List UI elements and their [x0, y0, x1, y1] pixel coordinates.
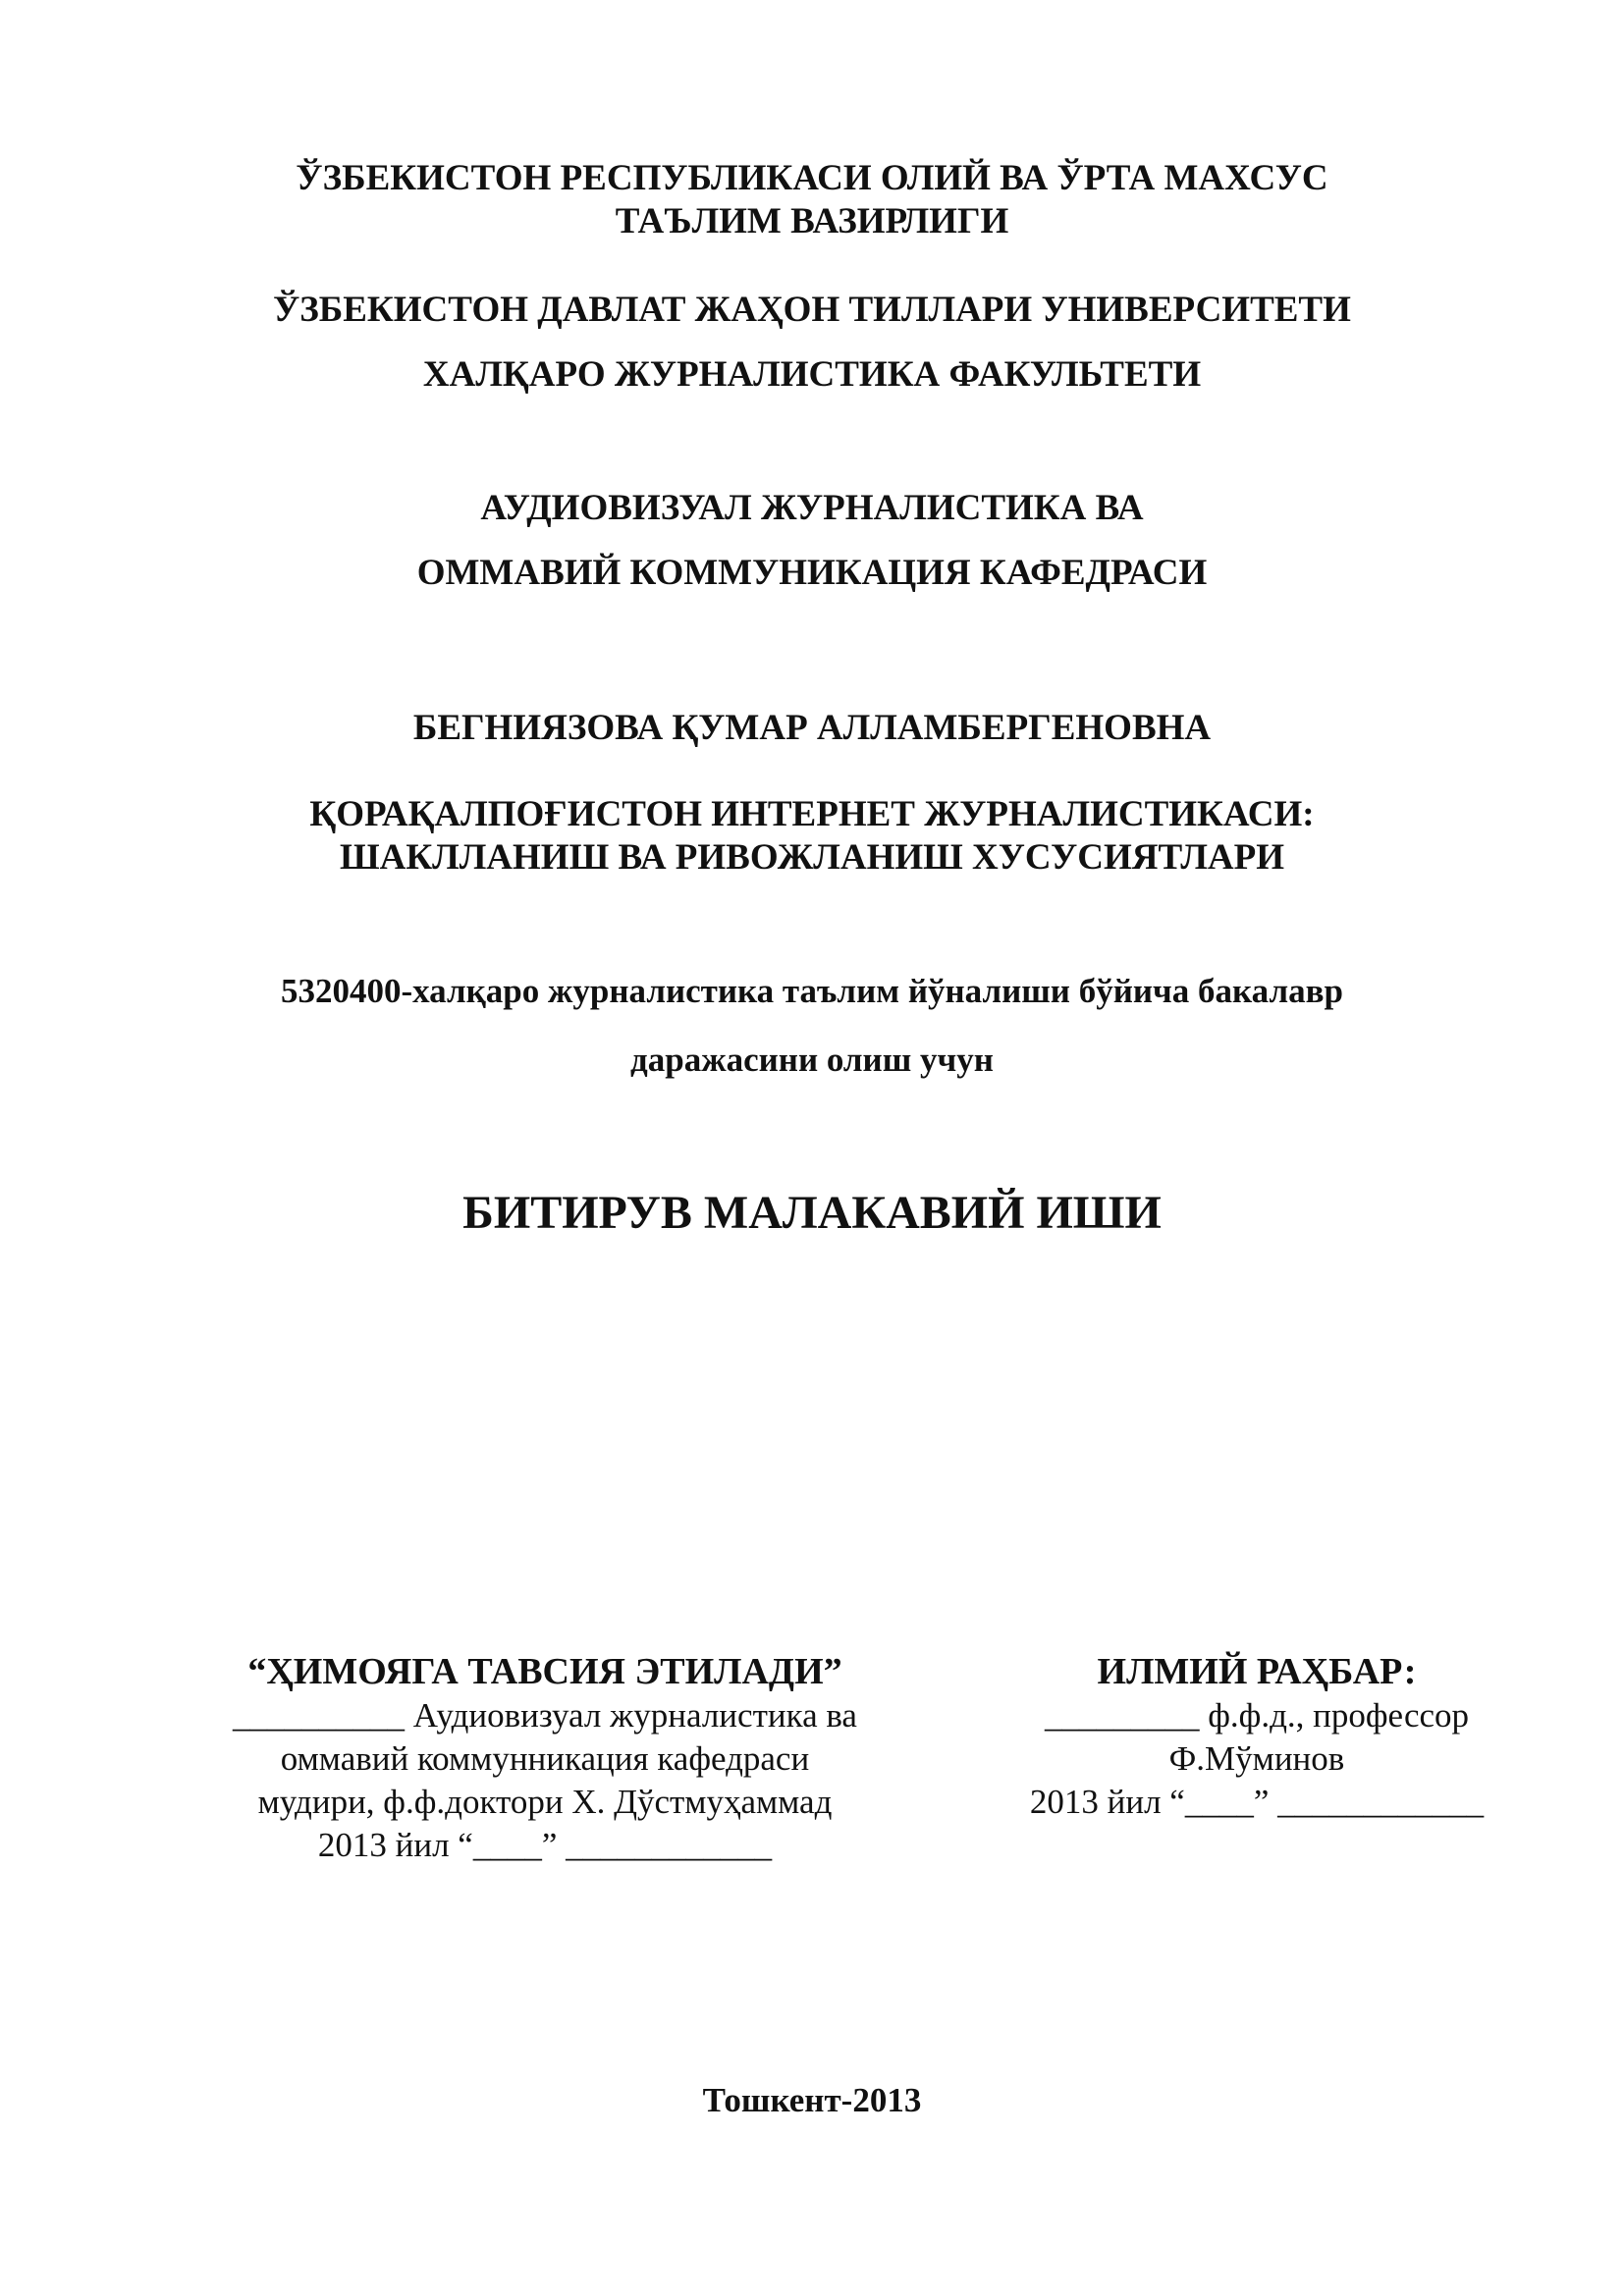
department-line-2: ОММАВИЙ КОММУНИКАЦИЯ КАФЕДРАСИ [416, 553, 1208, 593]
author-name: БЕГНИЯЗОВА ҚУМАР АЛЛАМБЕРГЕНОВНА [412, 708, 1212, 748]
faculty-name: ХАЛҚАРО ЖУРНАЛИСТИКА ФАКУЛЬТЕТИ [422, 354, 1202, 395]
recommendation-line-4: 2013 йил “____” ____________ [317, 1826, 773, 1864]
supervisor-line-2: Ф.Мўминов [1168, 1739, 1345, 1778]
ministry-line-2: ТАЪЛИМ ВАЗИРЛИГИ [615, 201, 1009, 241]
ministry-line-1: ЎЗБЕКИСТОН РЕСПУБЛИКАСИ ОЛИЙ ВА ЎРТА МАХСУС [296, 158, 1328, 198]
document-type: БИТИРУВ МАЛАКАВИЙ ИШИ [462, 1187, 1162, 1239]
recommendation-line-2: оммавий коммунникация кафедраси [280, 1739, 810, 1778]
university-name: ЎЗБЕКИСТОН ДАВЛАТ ЖАҲОН ТИЛЛАРИ УНИВЕРСИТЕТИ [273, 290, 1351, 330]
recommendation-block [167, 1649, 923, 1867]
degree-line-2: даражасини олиш учун [630, 1041, 994, 1079]
department-line-1: АУДИОВИЗУАЛ ЖУРНАЛИСТИКА ВА [480, 488, 1144, 528]
recommendation-line-3: мудири, ф.ф.доктори Х. Дўстмуҳаммад [257, 1783, 833, 1821]
thesis-title-line-2: ШАКЛЛАНИШ ВА РИВОЖЛАНИШ ХУСУСИЯТЛАРИ [339, 837, 1285, 878]
recommendation-heading: “ҲИМОЯГА ТАВСИЯ ЭТИЛАДИ” [247, 1651, 842, 1692]
supervisor-line-3: 2013 йил “____” ____________ [1029, 1783, 1485, 1821]
supervisor-block [982, 1649, 1532, 1824]
supervisor-line-1: _________ ф.ф.д., профессор [1044, 1696, 1470, 1735]
city-year: Тошкент-2013 [702, 2081, 922, 2119]
thesis-title-line-1: ҚОРАҚАЛПОҒИСТОН ИНТЕРНЕТ ЖУРНАЛИСТИКАСИ: [309, 794, 1315, 834]
recommendation-line-1: __________ Аудиовизуал журналистика ва [233, 1696, 857, 1735]
degree-line-1: 5320400-халқаро журналистика таълим йўналиши бўйича бакалавр [280, 972, 1343, 1010]
supervisor-heading: ИЛМИЙ РАҲБАР: [1097, 1651, 1417, 1692]
